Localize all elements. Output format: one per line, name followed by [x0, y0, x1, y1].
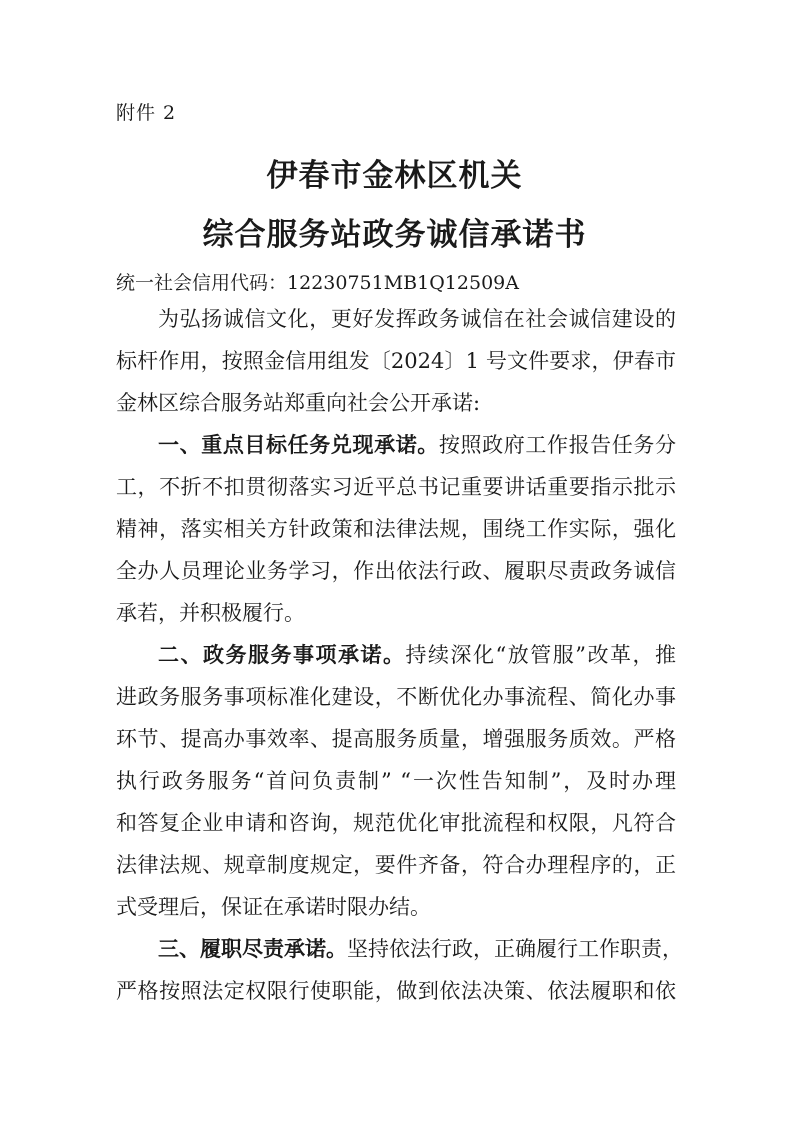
section-3-line-1 — [116, 937, 683, 961]
section-1-heading: 一、重点目标任务兑现承诺。 — [158, 433, 439, 457]
attachment-label: 附件 2 — [116, 102, 177, 124]
credit-code-line — [116, 268, 519, 295]
section-1-line-4: 全办人员理论业务学习，作出依法行政、履职尽责政务诚信 — [116, 559, 676, 583]
section-1-line-2: 工，不折不扣贯彻落实习近平总书记重要讲话重要指示批示 — [116, 475, 676, 499]
section-2-line-1 — [116, 645, 676, 666]
section-2-line-2: 进政务服务事项标准化建设，不断优化办事流程、简化办事 — [116, 685, 676, 709]
section-1-line-5: 承若，并积极履行。 — [116, 601, 305, 625]
credit-code-value: 12230751MB1Q12509A — [287, 272, 519, 294]
intro-line-2: 标杆作用，按照金信用组发〔2024〕1 号文件要求，伊春市 — [116, 349, 676, 373]
document-title-line-1: 伊春市金林区机关 — [266, 158, 523, 194]
section-2-line-7: 式受理后，保证在承诺时限办结。 — [116, 895, 431, 919]
section-2-line-3: 环节、提高办事效率、提高服务质量，增强服务质效。严格 — [116, 727, 676, 751]
section-1-line-1-text: 按照政府工作报告任务分 — [438, 433, 677, 457]
section-3-line-1-text: 坚持依法行政，正确履行工作职责， — [347, 937, 683, 961]
intro-line-3: 金林区综合服务站郑重向社会公开承诺: — [116, 391, 481, 415]
section-2-line-6: 法律法规、规章制度规定，要件齐备，符合办理程序的，正 — [116, 853, 676, 877]
credit-code-label: 统一社会信用代码： — [116, 272, 288, 294]
document-title-line-2: 综合服务站政务诚信承诺书 — [202, 217, 587, 253]
section-1-line-3: 精神，落实相关方针政策和法律法规，围绕工作实际，强化 — [116, 517, 676, 541]
section-3-line-2: 严格按照法定权限行使职能，做到依法决策、依法履职和依 — [116, 979, 676, 1003]
section-1-line-1 — [116, 435, 676, 456]
section-2-line-1-text: 持续深化“放管服”改革，推 — [405, 643, 676, 667]
section-2-heading: 二、政务服务事项承诺。 — [158, 643, 406, 667]
intro-line-1: 为弘扬诚信文化，更好发挥政务诚信在社会诚信建设的 — [158, 307, 676, 331]
section-3-heading: 三、履职尽责承诺。 — [158, 937, 347, 961]
section-2-line-5: 和答复企业申请和咨询，规范优化审批流程和权限，凡符合 — [116, 811, 676, 835]
section-2-line-4: 执行政务服务“首问负责制” “一次性告知制”，及时办理 — [116, 769, 676, 793]
